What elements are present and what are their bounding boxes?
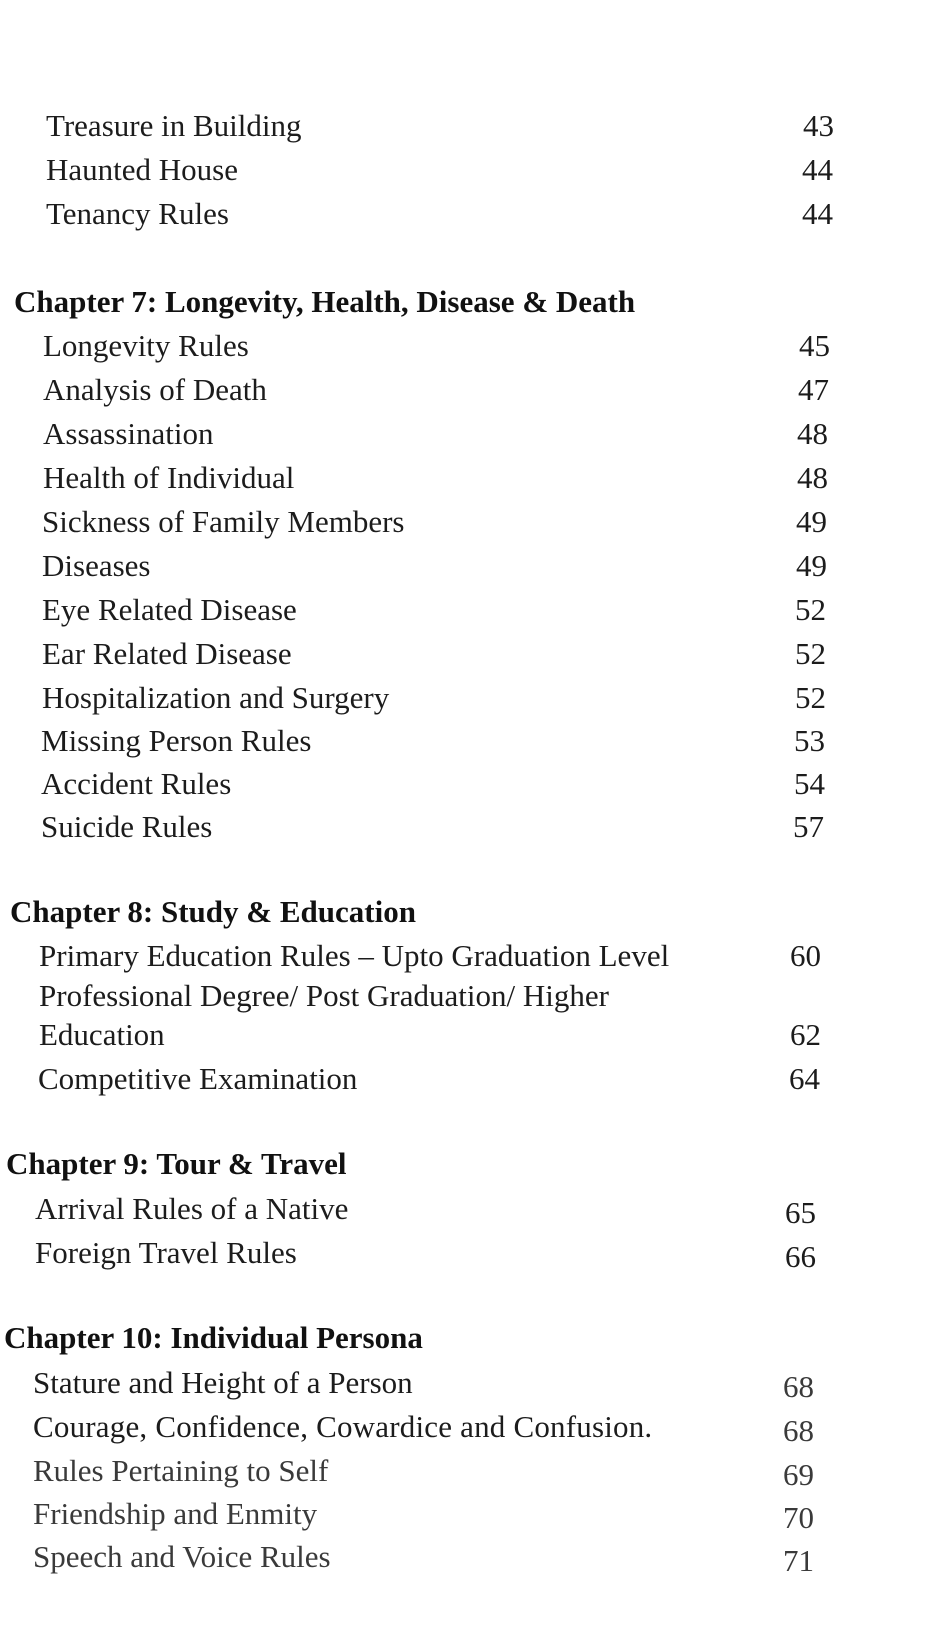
toc-entry-page: 68 [783, 1369, 814, 1404]
toc-entry-title: Primary Education Rules – Upto Graduation Level [39, 938, 670, 973]
toc-entry-title: Diseases [42, 548, 151, 583]
toc-entry-page: 71 [783, 1543, 814, 1578]
chapter-heading: Chapter 9: Tour & Travel [6, 1146, 347, 1181]
toc-entry-page: 60 [790, 938, 821, 973]
toc-entry-title: Hospitalization and Surgery [42, 680, 390, 715]
toc-entry-page: 65 [785, 1195, 816, 1230]
toc-entry-page: 52 [795, 636, 826, 671]
toc-entry-title: Analysis of Death [43, 372, 267, 407]
toc-entry-title: Eye Related Disease [42, 592, 297, 627]
toc-entry-title: Speech and Voice Rules [33, 1539, 331, 1574]
toc-entry-page: 45 [799, 328, 830, 363]
toc-entry-title: Courage, Confidence, Cowardice and Confusion. [33, 1409, 653, 1444]
toc-entry-title: Haunted House [46, 152, 238, 187]
toc-entry-page: 70 [783, 1500, 814, 1535]
toc-entry-page: 62 [790, 1017, 821, 1052]
toc-entry-page: 69 [783, 1457, 814, 1492]
toc-entry-page: 64 [789, 1061, 820, 1096]
toc-entry-page: 52 [795, 680, 826, 715]
toc-entry-title: Friendship and Enmity [33, 1496, 318, 1531]
toc-entry-title: Competitive Examination [38, 1061, 358, 1096]
toc-entry-title: Sickness of Family Members [42, 504, 405, 539]
toc-entry-page: 68 [783, 1413, 814, 1448]
toc-entry-page: 48 [797, 460, 828, 495]
toc-entry-title: Health of Individual [43, 460, 295, 495]
toc-entry-title: Tenancy Rules [46, 196, 229, 231]
toc-entry-title: Suicide Rules [41, 809, 213, 844]
toc-entry-page: 43 [803, 108, 834, 143]
toc-entry-page: 57 [793, 809, 824, 844]
toc-entry-title: Arrival Rules of a Native [35, 1191, 349, 1226]
toc-entry-page: 47 [798, 372, 829, 407]
toc-entry-page: 52 [795, 592, 826, 627]
toc-entry-page: 44 [802, 152, 833, 187]
toc-entry-page: 49 [796, 548, 827, 583]
toc-entry-title: Accident Rules [41, 766, 232, 801]
toc-entry-title-line2: Education [39, 1017, 165, 1052]
toc-entry-title: Longevity Rules [43, 328, 249, 363]
toc-entry-title-line1: Professional Degree/ Post Graduation/ Higher [39, 978, 609, 1013]
toc-entry-page: 54 [794, 766, 825, 801]
toc-entry-page: 66 [785, 1239, 816, 1274]
toc-entry-page: 48 [797, 416, 828, 451]
toc-entry-page: 44 [802, 196, 833, 231]
chapter-heading: Chapter 7: Longevity, Health, Disease & Death [14, 284, 636, 319]
toc-entry-title: Assassination [43, 416, 214, 451]
toc-entry-page: 49 [796, 504, 827, 539]
toc-entry-title: Stature and Height of a Person [33, 1365, 413, 1400]
toc-entry-title: Treasure in Building [46, 108, 302, 143]
chapter-heading: Chapter 10: Individual Persona [4, 1320, 423, 1355]
toc-entry-title: Foreign Travel Rules [35, 1235, 297, 1270]
toc-entry-title: Ear Related Disease [42, 636, 292, 671]
toc-entry-page: 53 [794, 723, 825, 758]
chapter-heading: Chapter 8: Study & Education [10, 894, 416, 929]
toc-entry-title: Rules Pertaining to Self [33, 1453, 329, 1488]
toc-entry-title: Missing Person Rules [41, 723, 312, 758]
